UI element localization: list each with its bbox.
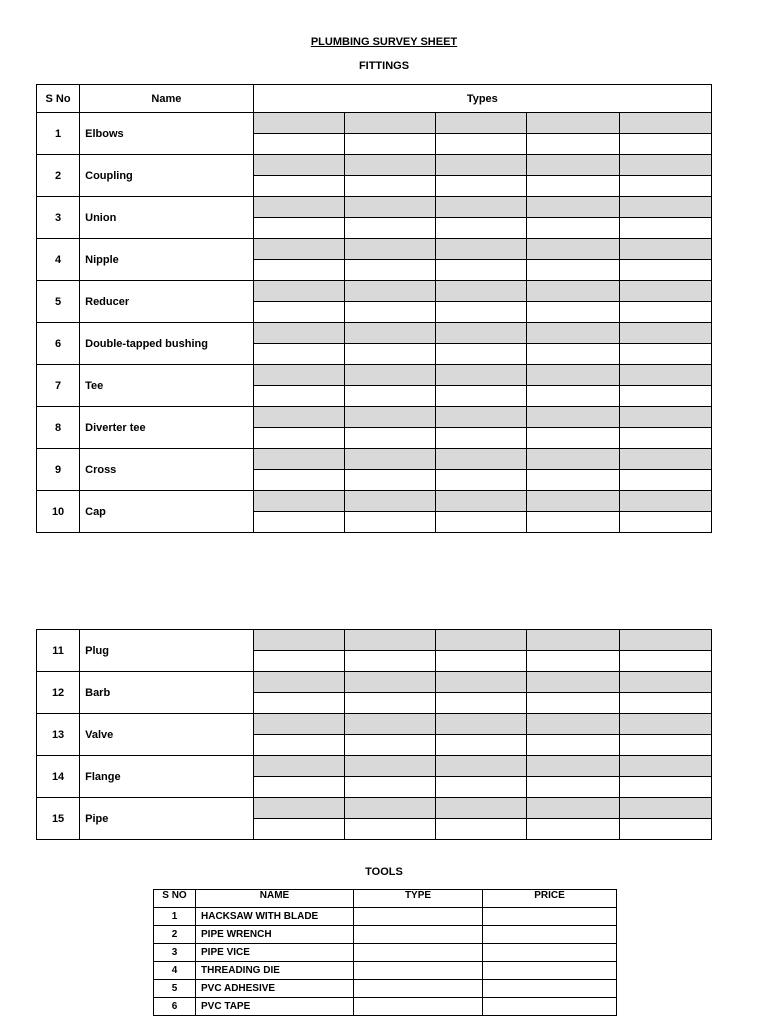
- type-cell[interactable]: [344, 344, 435, 365]
- type-cell-shaded[interactable]: [344, 281, 435, 302]
- type-cell-shaded[interactable]: [436, 239, 527, 260]
- fitting-sno: 15: [37, 798, 80, 840]
- fitting-name: Coupling: [80, 155, 254, 197]
- type-cell-shaded[interactable]: [436, 491, 527, 512]
- type-cell[interactable]: [436, 176, 527, 197]
- type-cell[interactable]: [436, 651, 527, 672]
- fitting-sno: 8: [37, 407, 80, 449]
- type-cell-shaded[interactable]: [344, 197, 435, 218]
- tool-type-cell[interactable]: [354, 926, 483, 944]
- fitting-row: [37, 197, 712, 218]
- fitting-sno: 4: [37, 239, 80, 281]
- type-cell-shaded[interactable]: [527, 630, 619, 651]
- fittings-table: [36, 84, 712, 533]
- type-cell-shaded[interactable]: [619, 630, 711, 651]
- type-cell[interactable]: [344, 512, 435, 533]
- fitting-name: Cap: [80, 491, 254, 533]
- type-cell-shaded[interactable]: [253, 323, 344, 344]
- type-cell[interactable]: [619, 386, 711, 407]
- type-cell[interactable]: [619, 735, 711, 756]
- fittings-heading: FITTINGS: [358, 60, 410, 72]
- tool-sno: 6: [154, 998, 196, 1016]
- fitting-row: [37, 113, 712, 134]
- tool-row: [154, 908, 617, 926]
- type-cell[interactable]: [344, 260, 435, 281]
- type-cell[interactable]: [344, 302, 435, 323]
- type-cell[interactable]: [344, 777, 435, 798]
- tool-type-cell[interactable]: [354, 944, 483, 962]
- type-cell[interactable]: [253, 260, 344, 281]
- fittings-table-continued: [36, 629, 712, 840]
- type-cell-shaded[interactable]: [436, 672, 527, 693]
- type-cell[interactable]: [619, 344, 711, 365]
- tool-row: [154, 962, 617, 980]
- tool-price-cell[interactable]: [483, 944, 617, 962]
- fitting-row: [37, 449, 712, 470]
- tool-name: PIPE VICE: [196, 944, 354, 962]
- type-cell[interactable]: [527, 176, 619, 197]
- type-cell-shaded[interactable]: [344, 155, 435, 176]
- type-cell[interactable]: [619, 428, 711, 449]
- type-cell-shaded[interactable]: [253, 449, 344, 470]
- tool-name: PVC TAPE: [196, 998, 354, 1016]
- type-cell-shaded[interactable]: [344, 630, 435, 651]
- type-cell[interactable]: [344, 470, 435, 491]
- fitting-row: [37, 239, 712, 260]
- tool-price-cell[interactable]: [483, 926, 617, 944]
- type-cell[interactable]: [527, 218, 619, 239]
- type-cell[interactable]: [436, 134, 527, 155]
- type-cell[interactable]: [253, 512, 344, 533]
- type-cell[interactable]: [527, 777, 619, 798]
- tools-type-header: TYPE: [354, 890, 483, 908]
- type-cell-shaded[interactable]: [619, 197, 711, 218]
- type-cell-shaded[interactable]: [619, 239, 711, 260]
- tools-header-row: [154, 890, 617, 908]
- type-cell[interactable]: [344, 134, 435, 155]
- type-cell-shaded[interactable]: [527, 798, 619, 819]
- tool-sno: 3: [154, 944, 196, 962]
- tool-name: THREADING DIE: [196, 962, 354, 980]
- type-cell[interactable]: [253, 693, 344, 714]
- type-cell[interactable]: [253, 651, 344, 672]
- fitting-row: [37, 630, 712, 651]
- type-cell-shaded[interactable]: [253, 155, 344, 176]
- fitting-row: [37, 756, 712, 777]
- type-cell[interactable]: [253, 428, 344, 449]
- type-cell-shaded[interactable]: [527, 323, 619, 344]
- type-cell-shaded[interactable]: [436, 714, 527, 735]
- type-cell[interactable]: [253, 735, 344, 756]
- type-cell-shaded[interactable]: [436, 365, 527, 386]
- type-cell[interactable]: [253, 777, 344, 798]
- type-cell-shaded[interactable]: [619, 714, 711, 735]
- type-cell[interactable]: [619, 512, 711, 533]
- type-cell[interactable]: [527, 428, 619, 449]
- type-cell-shaded[interactable]: [619, 281, 711, 302]
- type-cell-shaded[interactable]: [344, 323, 435, 344]
- fitting-row: [37, 365, 712, 386]
- name-header: Name: [80, 85, 254, 113]
- type-cell[interactable]: [527, 344, 619, 365]
- type-cell-shaded[interactable]: [436, 449, 527, 470]
- fitting-name: Valve: [80, 714, 254, 756]
- type-cell[interactable]: [436, 218, 527, 239]
- fitting-name: Flange: [80, 756, 254, 798]
- type-cell-shaded[interactable]: [619, 407, 711, 428]
- type-cell-shaded[interactable]: [253, 714, 344, 735]
- type-cell[interactable]: [619, 176, 711, 197]
- type-cell[interactable]: [436, 693, 527, 714]
- type-cell-shaded[interactable]: [436, 798, 527, 819]
- type-cell[interactable]: [253, 386, 344, 407]
- type-cell-shaded[interactable]: [344, 449, 435, 470]
- type-cell-shaded[interactable]: [527, 449, 619, 470]
- type-cell-shaded[interactable]: [527, 365, 619, 386]
- type-cell[interactable]: [619, 134, 711, 155]
- type-cell-shaded[interactable]: [253, 239, 344, 260]
- type-cell-shaded[interactable]: [253, 113, 344, 134]
- fitting-name: Nipple: [80, 239, 254, 281]
- fitting-name: Cross: [80, 449, 254, 491]
- fitting-sno: 3: [37, 197, 80, 239]
- type-cell[interactable]: [436, 777, 527, 798]
- type-cell-shaded[interactable]: [253, 798, 344, 819]
- type-cell-shaded[interactable]: [436, 323, 527, 344]
- tool-row: [154, 944, 617, 962]
- type-cell[interactable]: [527, 819, 619, 840]
- fitting-row: [37, 407, 712, 428]
- type-cell[interactable]: [344, 693, 435, 714]
- type-cell-shaded[interactable]: [619, 756, 711, 777]
- fitting-name: Tee: [80, 365, 254, 407]
- type-cell[interactable]: [344, 386, 435, 407]
- type-cell-shaded[interactable]: [527, 756, 619, 777]
- tool-type-cell[interactable]: [354, 998, 483, 1016]
- type-cell[interactable]: [436, 512, 527, 533]
- type-cell-shaded[interactable]: [344, 756, 435, 777]
- fitting-sno: 10: [37, 491, 80, 533]
- tool-sno: 4: [154, 962, 196, 980]
- tool-sno: 1: [154, 908, 196, 926]
- document-title: PLUMBING SURVEY SHEET: [310, 36, 458, 48]
- type-cell[interactable]: [436, 260, 527, 281]
- tool-sno: 2: [154, 926, 196, 944]
- type-cell[interactable]: [619, 693, 711, 714]
- fittings-header-row: [37, 85, 712, 113]
- type-cell[interactable]: [253, 134, 344, 155]
- tool-name: PVC ADHESIVE: [196, 980, 354, 998]
- type-cell-shaded[interactable]: [436, 113, 527, 134]
- type-cell[interactable]: [436, 344, 527, 365]
- tools-price-header: PRICE: [483, 890, 617, 908]
- tool-type-cell[interactable]: [354, 980, 483, 998]
- tool-name: PIPE WRENCH: [196, 926, 354, 944]
- type-cell-shaded[interactable]: [253, 630, 344, 651]
- type-cell[interactable]: [619, 260, 711, 281]
- type-cell-shaded[interactable]: [344, 113, 435, 134]
- fitting-name: Diverter tee: [80, 407, 254, 449]
- tool-row: [154, 980, 617, 998]
- type-cell-shaded[interactable]: [344, 407, 435, 428]
- type-cell[interactable]: [344, 651, 435, 672]
- type-cell[interactable]: [344, 218, 435, 239]
- type-cell[interactable]: [344, 735, 435, 756]
- type-cell-shaded[interactable]: [344, 491, 435, 512]
- type-cell-shaded[interactable]: [436, 630, 527, 651]
- type-cell-shaded[interactable]: [527, 155, 619, 176]
- types-header: Types: [253, 85, 711, 113]
- fitting-row: [37, 491, 712, 512]
- type-cell[interactable]: [619, 777, 711, 798]
- fitting-name: Double-tapped bushing: [80, 323, 254, 365]
- type-cell[interactable]: [619, 302, 711, 323]
- type-cell-shaded[interactable]: [619, 365, 711, 386]
- type-cell-shaded[interactable]: [619, 491, 711, 512]
- type-cell-shaded[interactable]: [253, 756, 344, 777]
- type-cell-shaded[interactable]: [253, 407, 344, 428]
- tool-price-cell[interactable]: [483, 908, 617, 926]
- tools-heading: TOOLS: [365, 866, 403, 878]
- fitting-name: Plug: [80, 630, 254, 672]
- type-cell-shaded[interactable]: [619, 798, 711, 819]
- type-cell[interactable]: [527, 735, 619, 756]
- type-cell-shaded[interactable]: [619, 323, 711, 344]
- type-cell-shaded[interactable]: [253, 491, 344, 512]
- tool-type-cell[interactable]: [354, 962, 483, 980]
- tool-name: HACKSAW WITH BLADE: [196, 908, 354, 926]
- type-cell[interactable]: [527, 134, 619, 155]
- tools-table: [153, 889, 617, 1016]
- type-cell-shaded[interactable]: [436, 155, 527, 176]
- type-cell[interactable]: [527, 260, 619, 281]
- tools-name-header: NAME: [196, 890, 354, 908]
- fitting-row: [37, 798, 712, 819]
- type-cell[interactable]: [619, 651, 711, 672]
- type-cell-shaded[interactable]: [527, 672, 619, 693]
- type-cell[interactable]: [527, 302, 619, 323]
- type-cell-shaded[interactable]: [253, 672, 344, 693]
- fitting-name: Reducer: [80, 281, 254, 323]
- tools-sno-header: S NO: [154, 890, 196, 908]
- type-cell-shaded[interactable]: [344, 239, 435, 260]
- type-cell-shaded[interactable]: [436, 197, 527, 218]
- type-cell-shaded[interactable]: [619, 672, 711, 693]
- type-cell[interactable]: [527, 512, 619, 533]
- type-cell[interactable]: [436, 470, 527, 491]
- tool-row: [154, 926, 617, 944]
- tool-price-cell[interactable]: [483, 962, 617, 980]
- type-cell[interactable]: [619, 470, 711, 491]
- type-cell[interactable]: [527, 470, 619, 491]
- type-cell[interactable]: [619, 819, 711, 840]
- type-cell-shaded[interactable]: [527, 113, 619, 134]
- type-cell[interactable]: [436, 819, 527, 840]
- type-cell-shaded[interactable]: [253, 281, 344, 302]
- fitting-sno: 1: [37, 113, 80, 155]
- type-cell[interactable]: [253, 302, 344, 323]
- type-cell[interactable]: [253, 470, 344, 491]
- fitting-sno: 5: [37, 281, 80, 323]
- type-cell-shaded[interactable]: [527, 239, 619, 260]
- type-cell-shaded[interactable]: [344, 798, 435, 819]
- type-cell[interactable]: [253, 218, 344, 239]
- fitting-sno: 9: [37, 449, 80, 491]
- type-cell-shaded[interactable]: [527, 714, 619, 735]
- tool-price-cell[interactable]: [483, 980, 617, 998]
- type-cell-shaded[interactable]: [436, 407, 527, 428]
- type-cell[interactable]: [344, 176, 435, 197]
- fitting-sno: 2: [37, 155, 80, 197]
- fitting-row: [37, 323, 712, 344]
- type-cell[interactable]: [436, 302, 527, 323]
- type-cell[interactable]: [527, 386, 619, 407]
- type-cell-shaded[interactable]: [344, 714, 435, 735]
- fitting-sno: 14: [37, 756, 80, 798]
- type-cell-shaded[interactable]: [436, 756, 527, 777]
- type-cell-shaded[interactable]: [344, 365, 435, 386]
- fitting-row: [37, 281, 712, 302]
- type-cell-shaded[interactable]: [619, 449, 711, 470]
- type-cell-shaded[interactable]: [527, 407, 619, 428]
- type-cell-shaded[interactable]: [527, 281, 619, 302]
- fitting-sno: 6: [37, 323, 80, 365]
- type-cell[interactable]: [436, 428, 527, 449]
- type-cell[interactable]: [253, 819, 344, 840]
- type-cell-shaded[interactable]: [436, 281, 527, 302]
- type-cell[interactable]: [253, 176, 344, 197]
- type-cell-shaded[interactable]: [619, 113, 711, 134]
- type-cell-shaded[interactable]: [527, 197, 619, 218]
- type-cell-shaded[interactable]: [253, 365, 344, 386]
- fitting-sno: 13: [37, 714, 80, 756]
- type-cell-shaded[interactable]: [344, 672, 435, 693]
- type-cell-shaded[interactable]: [253, 197, 344, 218]
- fitting-sno: 11: [37, 630, 80, 672]
- fitting-name: Elbows: [80, 113, 254, 155]
- type-cell-shaded[interactable]: [527, 491, 619, 512]
- fitting-sno: 12: [37, 672, 80, 714]
- type-cell[interactable]: [344, 428, 435, 449]
- type-cell[interactable]: [527, 693, 619, 714]
- type-cell[interactable]: [253, 344, 344, 365]
- fitting-row: [37, 714, 712, 735]
- type-cell[interactable]: [436, 386, 527, 407]
- fitting-row: [37, 155, 712, 176]
- fitting-name: Barb: [80, 672, 254, 714]
- fitting-name: Pipe: [80, 798, 254, 840]
- type-cell[interactable]: [344, 819, 435, 840]
- fitting-name: Union: [80, 197, 254, 239]
- tool-sno: 5: [154, 980, 196, 998]
- type-cell[interactable]: [619, 218, 711, 239]
- tool-type-cell[interactable]: [354, 908, 483, 926]
- tool-price-cell[interactable]: [483, 998, 617, 1016]
- fitting-sno: 7: [37, 365, 80, 407]
- type-cell[interactable]: [527, 651, 619, 672]
- fitting-row: [37, 672, 712, 693]
- type-cell-shaded[interactable]: [619, 155, 711, 176]
- sno-header: S No: [37, 85, 80, 113]
- type-cell[interactable]: [436, 735, 527, 756]
- tool-row: [154, 998, 617, 1016]
